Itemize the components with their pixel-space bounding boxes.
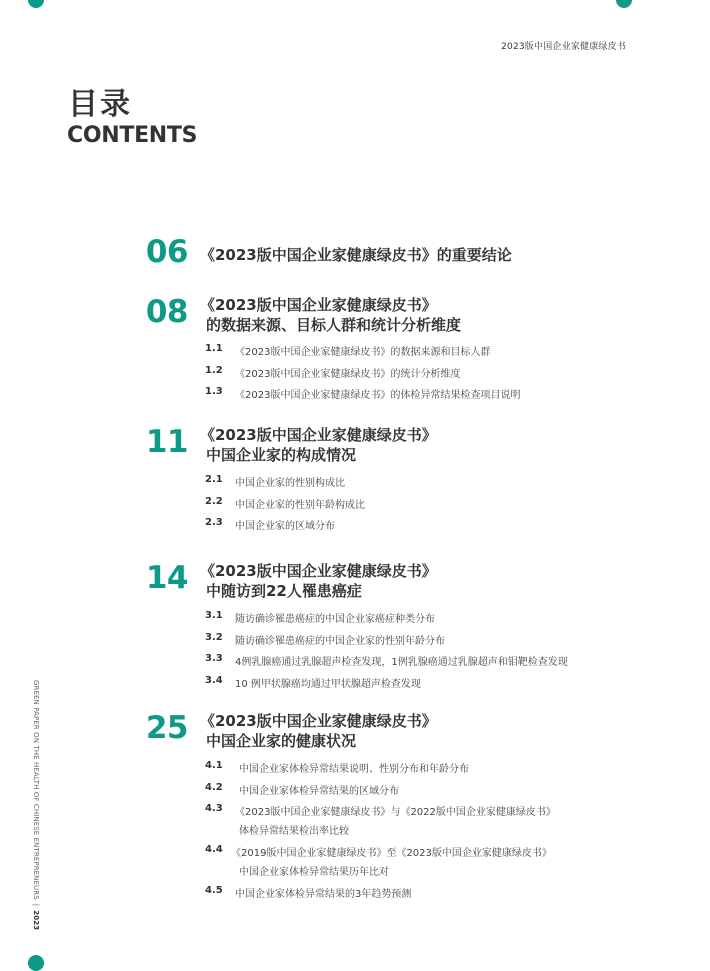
item-text: 中国企业家体检异常结果的区域分布 (239, 785, 399, 797)
section-title-line2: 中国企业家的构成情况 (206, 446, 357, 464)
item-number: 4.1 (205, 760, 223, 771)
item-text: 随访确诊罹患癌症的中国企业家癌症种类分布 (235, 614, 435, 625)
item-number: 3.2 (205, 631, 223, 643)
item-number: 3.4 (205, 674, 223, 686)
item-number: 2.2 (205, 495, 223, 507)
item-number: 3.3 (205, 653, 223, 664)
item-text: 中国企业家体检异常结果说明、性别分布和年龄分布 (239, 764, 469, 775)
item-number: 3.1 (205, 610, 223, 621)
section-title-line2: 的数据来源、目标人群和统计分析维度 (206, 316, 462, 334)
item-text-line2: 体检异常结果检出率比较 (239, 826, 349, 837)
corner-dot-top-right (616, 0, 632, 8)
item-text: 中国企业家的区域分布 (235, 521, 335, 532)
corner-dot-top-left (28, 0, 44, 8)
section-title-line1: 《2023版中国企业家健康绿皮书》 (200, 562, 437, 580)
item-text: 中国企业家的性别年龄构成比 (235, 499, 365, 511)
side-caption-year: 2023 (32, 910, 40, 931)
section-title-line1: 《2023版中国企业家健康绿皮书》 (200, 296, 437, 314)
item-number: 2.3 (205, 517, 223, 528)
section-title-line1: 《2023版中国企业家健康绿皮书》的重要结论 (200, 246, 512, 264)
item-number: 1.3 (205, 386, 223, 397)
section-title-line1: 《2023版中国企业家健康绿皮书》 (200, 712, 437, 730)
item-text: 《2023版中国企业家健康绿皮书》的数据来源和目标人群 (235, 347, 491, 358)
section-title (200, 711, 437, 751)
item-text: 中国企业家的性别构成比 (235, 478, 345, 489)
section-title-line1: 《2023版中国企业家健康绿皮书》 (200, 426, 437, 444)
section-title (200, 561, 437, 601)
section-page-number: 08 (145, 294, 188, 330)
section-title (200, 245, 512, 265)
section-page-number: 25 (145, 710, 188, 746)
side-caption-separator: | (32, 903, 40, 907)
corner-dot-bottom-left (28, 955, 44, 971)
item-text: 《2023版中国企业家健康绿皮书》与《2022版中国企业家健康绿皮书》 (235, 807, 556, 818)
section-title-line2: 中随访到22人罹患癌症 (206, 582, 362, 600)
item-number: 2.1 (205, 474, 223, 485)
item-number: 4.5 (205, 885, 223, 896)
item-text: 《2023版中国企业家健康绿皮书》的统计分析维度 (235, 368, 461, 380)
section-page-number: 14 (145, 560, 188, 596)
item-text: 中国企业家体检异常结果的3年趋势预测 (235, 889, 412, 900)
section-page-number: 11 (145, 424, 188, 460)
section-page-number: 06 (145, 234, 188, 270)
item-number: 4.3 (205, 803, 223, 814)
item-number: 1.2 (205, 364, 223, 376)
item-number: 4.2 (205, 781, 223, 793)
side-caption-text: GREEN PAPER ON THE HEALTH OF CHINESE ENTREPRENEURS (32, 680, 40, 900)
side-caption (32, 680, 40, 930)
header-title: 2023版中国企业家健康绿皮书 (501, 42, 626, 52)
item-number: 1.1 (205, 343, 223, 354)
item-number: 4.4 (205, 844, 223, 855)
item-text: 《2019版中国企业家健康绿皮书》至《2023版中国企业家健康绿皮书》 (231, 848, 552, 859)
section-title (200, 295, 461, 335)
section-title-line2: 中国企业家的健康状况 (206, 732, 357, 750)
item-text: 4例乳腺癌通过乳腺超声检查发现，1例乳腺癌通过乳腺超声和钼靶检查发现 (235, 657, 568, 668)
item-text: 随访确诊罹患癌症的中国企业家的性别年龄分布 (235, 635, 445, 647)
item-text: 《2023版中国企业家健康绿皮书》的体检异常结果检查项目说明 (235, 390, 521, 401)
item-text: 10 例甲状腺癌均通过甲状腺超声检查发现 (235, 678, 421, 690)
page-title-cn: 目录 (68, 87, 132, 122)
page-title-en: CONTENTS (67, 123, 198, 148)
item-text-line2: 中国企业家体检异常结果历年比对 (239, 867, 389, 878)
section-title (200, 425, 437, 465)
